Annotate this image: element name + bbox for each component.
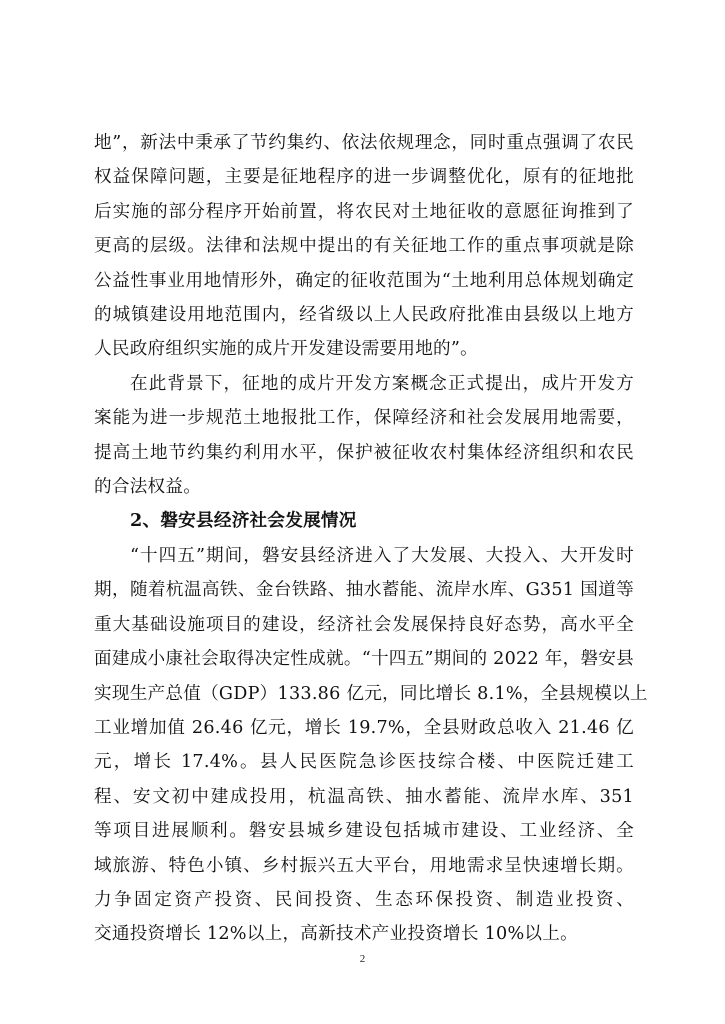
text-line: 交通投资增长 12%以上，高新技术产业投资增长 10%以上。 [94, 924, 578, 945]
text-line: 后实施的部分程序开始前置，将农民对土地征收的意愿征询推到了 [94, 201, 634, 222]
text-line: 更高的层级。法律和法规中提出的有关征地工作的重点事项就是除 [94, 236, 634, 257]
text-line: 期，随着杭温高铁、金台铁路、抽水蓄能、流岸水库、G351 国道等 [94, 580, 634, 601]
text-line: 在此背景下，征地的成片开发方案概念正式提出，成片开发方 [130, 373, 634, 394]
text-line: 力争固定资产投资、民间投资、生态环保投资、制造业投资、 [94, 889, 634, 910]
page-number: 2 [359, 953, 366, 965]
text-line: 面建成小康社会取得决定性成就。“十四五”期间的 2022 年，磐安县 [94, 649, 634, 670]
text-line: 公益性事业用地情形外，确定的征收范围为“土地利用总体规划确定 [94, 270, 634, 291]
paragraph-land-law [94, 126, 634, 367]
body-text [94, 126, 648, 952]
text-line: 等项目进展顺利。磐安县城乡建设包括城市建设、工业经济、全 [94, 821, 634, 842]
section-heading: 2、磐安县经济社会发展情况 [130, 510, 357, 532]
text-line: “十四五”期间，磐安县经济进入了大发展、大投入、大开发时 [130, 545, 634, 566]
text-line: 的城镇建设用地范围内，经省级以上人民政府批准由县级以上地方 [94, 305, 634, 326]
text-line: 实现生产总值（GDP）133.86 亿元，同比增长 8.1%，全县规模以上 [94, 683, 648, 704]
paragraph-background [94, 367, 634, 505]
text-line: 域旅游、特色小镇、乡村振兴五大平台，用地需求呈快速增长期。 [94, 855, 634, 876]
text-line: 工业增加值 26.46 亿元，增长 19.7%，全县财政总收入 21.46 亿 [94, 717, 634, 738]
text-line: 案能为进一步规范土地报批工作，保障经济和社会发展用地需要， [94, 408, 634, 429]
text-line: 元，增长 17.4%。县人民医院急诊医技综合楼、中医院迁建工 [94, 752, 634, 773]
text-line: 程、安文初中建成投用，杭温高铁、抽水蓄能、流岸水库、351 [94, 786, 634, 807]
text-line: 的合法权益。 [94, 477, 202, 498]
text-line: 地”，新法中秉承了节约集约、依法依规理念，同时重点强调了农民 [94, 133, 634, 153]
paragraph-economy [94, 539, 648, 952]
text-line: 提高土地节约集约利用水平，保护被征收农村集体经济组织和农民 [94, 442, 634, 463]
text-line: 人民政府组织实施的成片开发建设需要用地的”。 [94, 339, 478, 360]
text-line: 权益保障问题，主要是征地程序的进一步调整优化，原有的征地批 [94, 167, 634, 188]
text-line: 重大基础设施项目的建设，经济社会发展保持良好态势，高水平全 [94, 614, 634, 635]
